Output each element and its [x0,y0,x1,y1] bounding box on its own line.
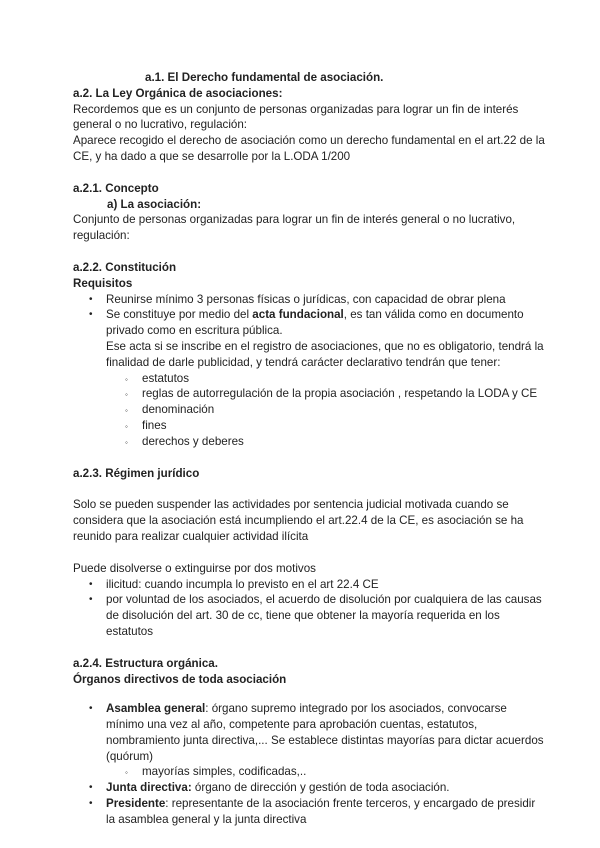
bullet-icon: • [89,798,93,810]
sub-list-item: ◦ derechos y deberes [73,434,533,450]
list-item-text: Ese acta si se inscribe en el registro de asociaciones, que no es obligatorio, tendrá la [106,339,544,353]
list-item-text: privado como en escritura pública. [106,324,283,338]
list-item-text: finalidad de darle publicidad, y tendrá carácter declarativo tendrán que tener: [106,355,501,369]
sub-list-item: ◦ reglas de autorregulación de la propia asociación , respetando la LODA y CE [73,386,533,402]
paragraph-line: Recordemos que es un conjunto de personas organizadas para lograr un fin de interés [73,102,519,116]
list-item-text: Asamblea general: órgano supremo integrado por los asociados, convocarse [106,702,507,716]
section-a23-heading: a.2.3. Régimen jurídico [73,466,200,480]
bullet-icon: • [89,703,93,715]
organos-list-cont [73,780,536,827]
paragraph-line: reunido para realizar cualquier actividad ilícita [73,529,309,543]
paragraph-line: CE, y ha dado a que se desarrolle por la L.ODA 1/200 [73,149,351,163]
bullet-icon: • [89,782,93,794]
section-a2-heading: a.2. La Ley Orgánica de asociaciones: [73,86,283,100]
bullet-icon: • [89,293,93,305]
document-page [73,70,545,828]
paragraph-line: Conjunto de personas organizadas para lograr un fin de interés general o no lucrativo, [73,213,516,227]
list-item [73,307,544,370]
paragraph-line: Solo se pueden suspender las actividades por sentencia judicial motivada cuando se [73,498,509,512]
list-item-text: la asamblea general y la junta directiva [106,812,307,826]
circle-bullet-icon: ◦ [125,768,128,778]
list-item-text: Se constituye por medio del acta fundacional, es tan válida como en documento [106,308,524,322]
bullet-icon: • [89,594,93,606]
list-item [73,780,533,796]
junta-directiva-term: Junta directiva: [106,781,192,795]
section-a22-heading: a.2.2. Constitución [73,260,177,274]
requisitos-list [73,292,544,371]
list-item [73,592,542,639]
acta-contents-list [73,371,538,450]
circle-bullet-icon: ◦ [125,437,128,447]
list-item [73,292,533,308]
paragraph-line: general o no lucrativo, regulación: [73,118,248,132]
bullet-icon: • [89,578,93,590]
subsection-asociacion-heading: a) La asociación: [107,197,202,211]
list-item-text: ilicitud: cuando incumpla lo previsto en el art 22.4 CE [106,577,379,591]
asamblea-sub-list [73,764,533,780]
list-item-text: Reunirse mínimo 3 personas físicas o jurídicas, con capacidad de obrar plena [106,292,506,306]
list-item-text: Presidente: representante de la asociación frente terceros, y encargado de presidir [106,797,536,811]
circle-bullet-icon: ◦ [125,406,128,416]
list-item [73,577,533,593]
section-a24-heading: a.2.4. Estructura orgánica. [73,656,218,670]
list-item-text: por voluntad de los asociados, el acuerdo de disolución por cualquiera de las causas [106,593,542,607]
organos-heading: Órganos directivos de toda asociación [73,672,287,686]
circle-bullet-icon: ◦ [125,390,128,400]
list-item-text: nombramiento junta directiva,... Se establece distintas mayorías para dictar acuerdos [106,733,544,747]
circle-bullet-icon: ◦ [125,374,128,384]
bullet-icon: • [89,309,93,321]
page-title: a.1. El Derecho fundamental de asociación. [145,71,384,84]
presidente-term: Presidente [106,797,166,811]
paragraph-line: considera que la asociación está incumpliendo el art.22.4 de la CE, es asociación se ha [73,514,524,528]
circle-bullet-icon: ◦ [125,421,128,431]
acta-fundacional-term: acta fundacional [252,308,344,322]
list-item [73,796,536,828]
disolucion-list [73,577,542,640]
list-item-text: (quórum) [106,749,154,763]
asamblea-general-term: Asamblea general [106,702,206,716]
list-item-text: mínimo una vez al año, competente para aprobación cuentas, estatutos, [106,718,478,732]
organos-list [73,701,544,764]
sub-list-item: ◦ denominación [73,402,533,418]
paragraph-line: regulación: [73,229,130,243]
list-item-text: de disolución del art. 30 de cc, tiene que obtener la mayoría requerida en los [106,609,500,623]
paragraph-line: Aparece recogido el derecho de asociación como un derecho fundamental en el art.22 de la [73,134,545,148]
requisitos-heading: Requisitos [73,276,133,290]
list-item-text: Junta directiva: órgano de dirección y gestión de toda asociación. [106,781,450,795]
sub-list-item: ◦ fines [73,418,533,434]
sub-list-item: ◦ estatutos [73,371,533,387]
paragraph-line: Puede disolverse o extinguirse por dos motivos [73,561,316,575]
section-a21-heading: a.2.1. Concepto [73,181,159,195]
list-item-text: estatutos [106,624,154,638]
sub-list-item: ◦ mayorías simples, codificadas,.. [73,764,533,780]
list-item [73,701,544,764]
